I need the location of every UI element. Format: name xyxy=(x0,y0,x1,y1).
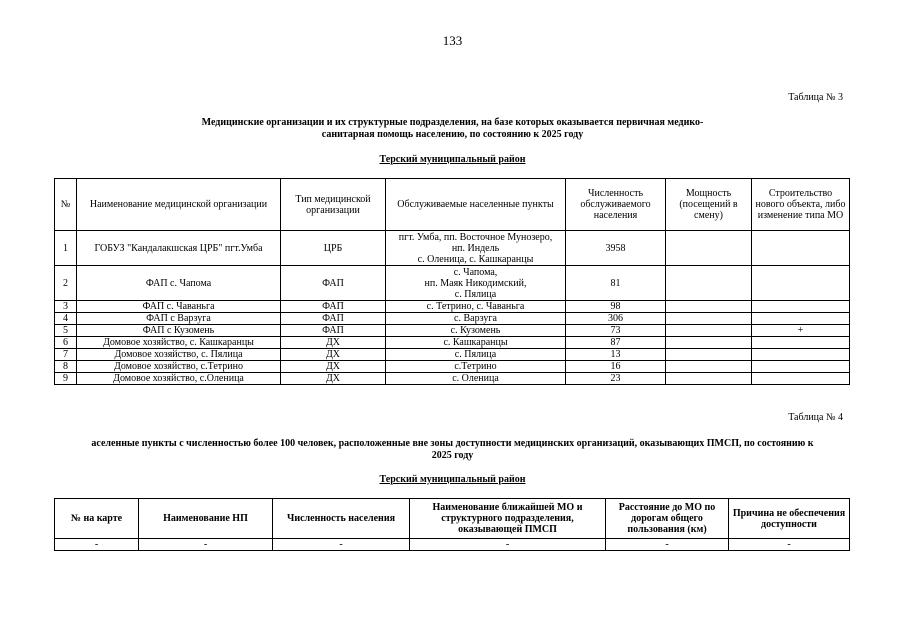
table3-cell-population: 16 xyxy=(566,361,666,373)
table3-cell-row-number: 4 xyxy=(55,313,77,325)
table3-cell-org-type: ДХ xyxy=(281,373,386,385)
table3-cell-population: 98 xyxy=(566,301,666,313)
table3-header-cell: Численность обслуживаемого населения xyxy=(566,179,666,231)
table3-cell-population: 3958 xyxy=(566,231,666,266)
table3-cell-construction xyxy=(752,361,850,373)
table4-header-cell: Численность населения xyxy=(273,499,410,539)
table3-cell-row-number: 8 xyxy=(55,361,77,373)
table3-cell-org-type: ДХ xyxy=(281,361,386,373)
table3-header-cell: Строительство нового объекта, либо изменение типа МО xyxy=(752,179,850,231)
table3-cell-org-name: ФАП с. Чапома xyxy=(77,266,281,301)
table3-cell-org-name: Домовое хозяйство, с.Оленица xyxy=(77,373,281,385)
table3-header-cell: № xyxy=(55,179,77,231)
table3-cell-org-name: ГОБУЗ "Кандалакшская ЦРБ" пгт.Умба xyxy=(77,231,281,266)
table3-cell-served-places xyxy=(386,373,566,385)
table3-cell-population: 81 xyxy=(566,266,666,301)
table3-cell-org-name: ФАП с. Чаваньга xyxy=(77,301,281,313)
table3-row xyxy=(55,349,850,361)
served-place-line: с. Оленица, с. Кашкаранцы xyxy=(417,253,534,265)
table3-cell-org-type: ФАП xyxy=(281,301,386,313)
table3-row xyxy=(55,361,850,373)
table3-cell-row-number: 5 xyxy=(55,325,77,337)
table3-cell-org-type: ДХ xyxy=(281,349,386,361)
table3-cell-served-places xyxy=(386,266,566,301)
table3-cell-org-name: Домовое хозяйство, с.Тетрино xyxy=(77,361,281,373)
table3-cell-org-name: Домовое хозяйство, с. Пялица xyxy=(77,349,281,361)
table3-cell-construction xyxy=(752,373,850,385)
table4-header-cell: Наименование НП xyxy=(139,499,273,539)
table3-label: Таблица № 3 xyxy=(788,92,843,103)
table3-cell-row-number: 6 xyxy=(55,337,77,349)
served-place-line: с. Варзуга xyxy=(454,313,497,324)
table3-cell-org-type: ФАП xyxy=(281,325,386,337)
table3-cell-capacity xyxy=(666,337,752,349)
table3-cell-capacity xyxy=(666,301,752,313)
table3-header-cell: Наименование медицинской организации xyxy=(77,179,281,231)
table3-cell-capacity xyxy=(666,373,752,385)
table3-cell-capacity xyxy=(666,266,752,301)
table3-cell-construction xyxy=(752,231,850,266)
table3-cell-org-type: ФАП xyxy=(281,266,386,301)
table4-header-cell: Наименование ближайшей МО и структурного подразделения, оказывающей ПМСП xyxy=(410,499,606,539)
table4 xyxy=(54,498,850,551)
served-place-line: с. Оленица xyxy=(452,373,499,384)
table3-cell-capacity xyxy=(666,349,752,361)
table3-cell-construction xyxy=(752,313,850,325)
table4-cell: - xyxy=(606,539,729,551)
table3-cell-org-name: Домовое хозяйство, с. Кашкаранцы xyxy=(77,337,281,349)
served-place-line: с. Кузомень xyxy=(450,325,501,336)
table3-cell-population: 73 xyxy=(566,325,666,337)
table3-row xyxy=(55,301,850,313)
table4-district xyxy=(0,474,905,485)
served-place-line: с. Кашкаранцы xyxy=(443,337,508,348)
served-place-line: с. Пялица xyxy=(454,349,497,360)
served-place-line: нп. Маяк Никодимский, xyxy=(424,277,527,289)
table4-title xyxy=(0,438,905,462)
table3-row xyxy=(55,337,850,349)
table3-cell-construction xyxy=(752,349,850,361)
table3-cell-row-number: 1 xyxy=(55,231,77,266)
table3-cell-capacity xyxy=(666,231,752,266)
served-place-line: с. Пялица xyxy=(454,288,497,300)
table4-title-line1: аселенные пункты с численностью более 100 человек, расположенные вне зоны доступности медицинских организаций, оказывающих ПМСП, по состоянию к xyxy=(91,438,814,449)
table3-district xyxy=(0,154,905,165)
table3-cell-capacity xyxy=(666,313,752,325)
table3-row xyxy=(55,266,850,301)
table3-cell-served-places xyxy=(386,325,566,337)
table3-cell-served-places xyxy=(386,301,566,313)
table3-cell-population: 87 xyxy=(566,337,666,349)
table3-cell-capacity xyxy=(666,361,752,373)
table4-cell: - xyxy=(410,539,606,551)
table3-cell-capacity xyxy=(666,325,752,337)
table3-cell-row-number: 9 xyxy=(55,373,77,385)
table3-cell-org-type: ЦРБ xyxy=(281,231,386,266)
table4-cell: - xyxy=(139,539,273,551)
table3-title-line2: санитарная помощь населению, по состоянию к 2025 году xyxy=(321,129,584,140)
table4-cell: - xyxy=(273,539,410,551)
table3-cell-population: 306 xyxy=(566,313,666,325)
table3-row xyxy=(55,373,850,385)
table3-cell-org-type: ДХ xyxy=(281,337,386,349)
served-place-line: с. Чапома, xyxy=(453,266,498,278)
page-number: 133 xyxy=(442,33,463,48)
table4-row xyxy=(55,539,850,551)
table3-title xyxy=(0,117,905,141)
table3-header-cell: Тип медицинской организации xyxy=(281,179,386,231)
table4-label: Таблица № 4 xyxy=(788,412,843,423)
table3-row xyxy=(55,313,850,325)
table3-header-cell: Мощность (посещений в смену) xyxy=(666,179,752,231)
table3-cell-population: 13 xyxy=(566,349,666,361)
table3-title-line1: Медицинские организации и их структурные подразделения, на базе которых оказывается первичная медико- xyxy=(201,117,704,128)
served-place-line: нп. Индель xyxy=(451,242,500,254)
table4-header-cell: Расстояние до МО по дорогам общего пользования (км) xyxy=(606,499,729,539)
table3-cell-org-type: ФАП xyxy=(281,313,386,325)
table3-header-row xyxy=(55,179,850,231)
table3-row xyxy=(55,231,850,266)
table3-district-text: Терский муниципальный район xyxy=(379,154,526,165)
table3-cell-served-places xyxy=(386,337,566,349)
table3-header-cell: Обслуживаемые населенные пункты xyxy=(386,179,566,231)
table3-row xyxy=(55,325,850,337)
table3-cell-row-number: 3 xyxy=(55,301,77,313)
table3-cell-served-places xyxy=(386,361,566,373)
table4-cell: - xyxy=(55,539,139,551)
table3-cell-construction xyxy=(752,266,850,301)
table3-cell-served-places xyxy=(386,349,566,361)
table4-header-cell: Причина не обеспечения доступности xyxy=(729,499,850,539)
table3-cell-served-places xyxy=(386,313,566,325)
table3-cell-org-name: ФАП с Кузомень xyxy=(77,325,281,337)
served-place-line: пгт. Умба, пп. Восточное Мунозеро, xyxy=(398,231,553,243)
served-place-line: с. Тетрино, с. Чаваньга xyxy=(426,301,525,312)
table4-district-text: Терский муниципальный район xyxy=(379,474,526,485)
table3-cell-construction: + xyxy=(752,325,850,337)
table3-cell-row-number: 2 xyxy=(55,266,77,301)
table3-cell-population: 23 xyxy=(566,373,666,385)
table4-header-cell: № на карте xyxy=(55,499,139,539)
table3-cell-construction xyxy=(752,301,850,313)
table3 xyxy=(54,178,850,385)
table4-cell: - xyxy=(729,539,850,551)
table3-cell-row-number: 7 xyxy=(55,349,77,361)
table4-header-row xyxy=(55,499,850,539)
served-place-line: с.Тетрино xyxy=(454,361,497,372)
table3-cell-served-places xyxy=(386,231,566,266)
table3-cell-org-name: ФАП с Варзуга xyxy=(77,313,281,325)
table4-title-line2: 2025 году xyxy=(431,450,474,461)
table3-cell-construction xyxy=(752,337,850,349)
